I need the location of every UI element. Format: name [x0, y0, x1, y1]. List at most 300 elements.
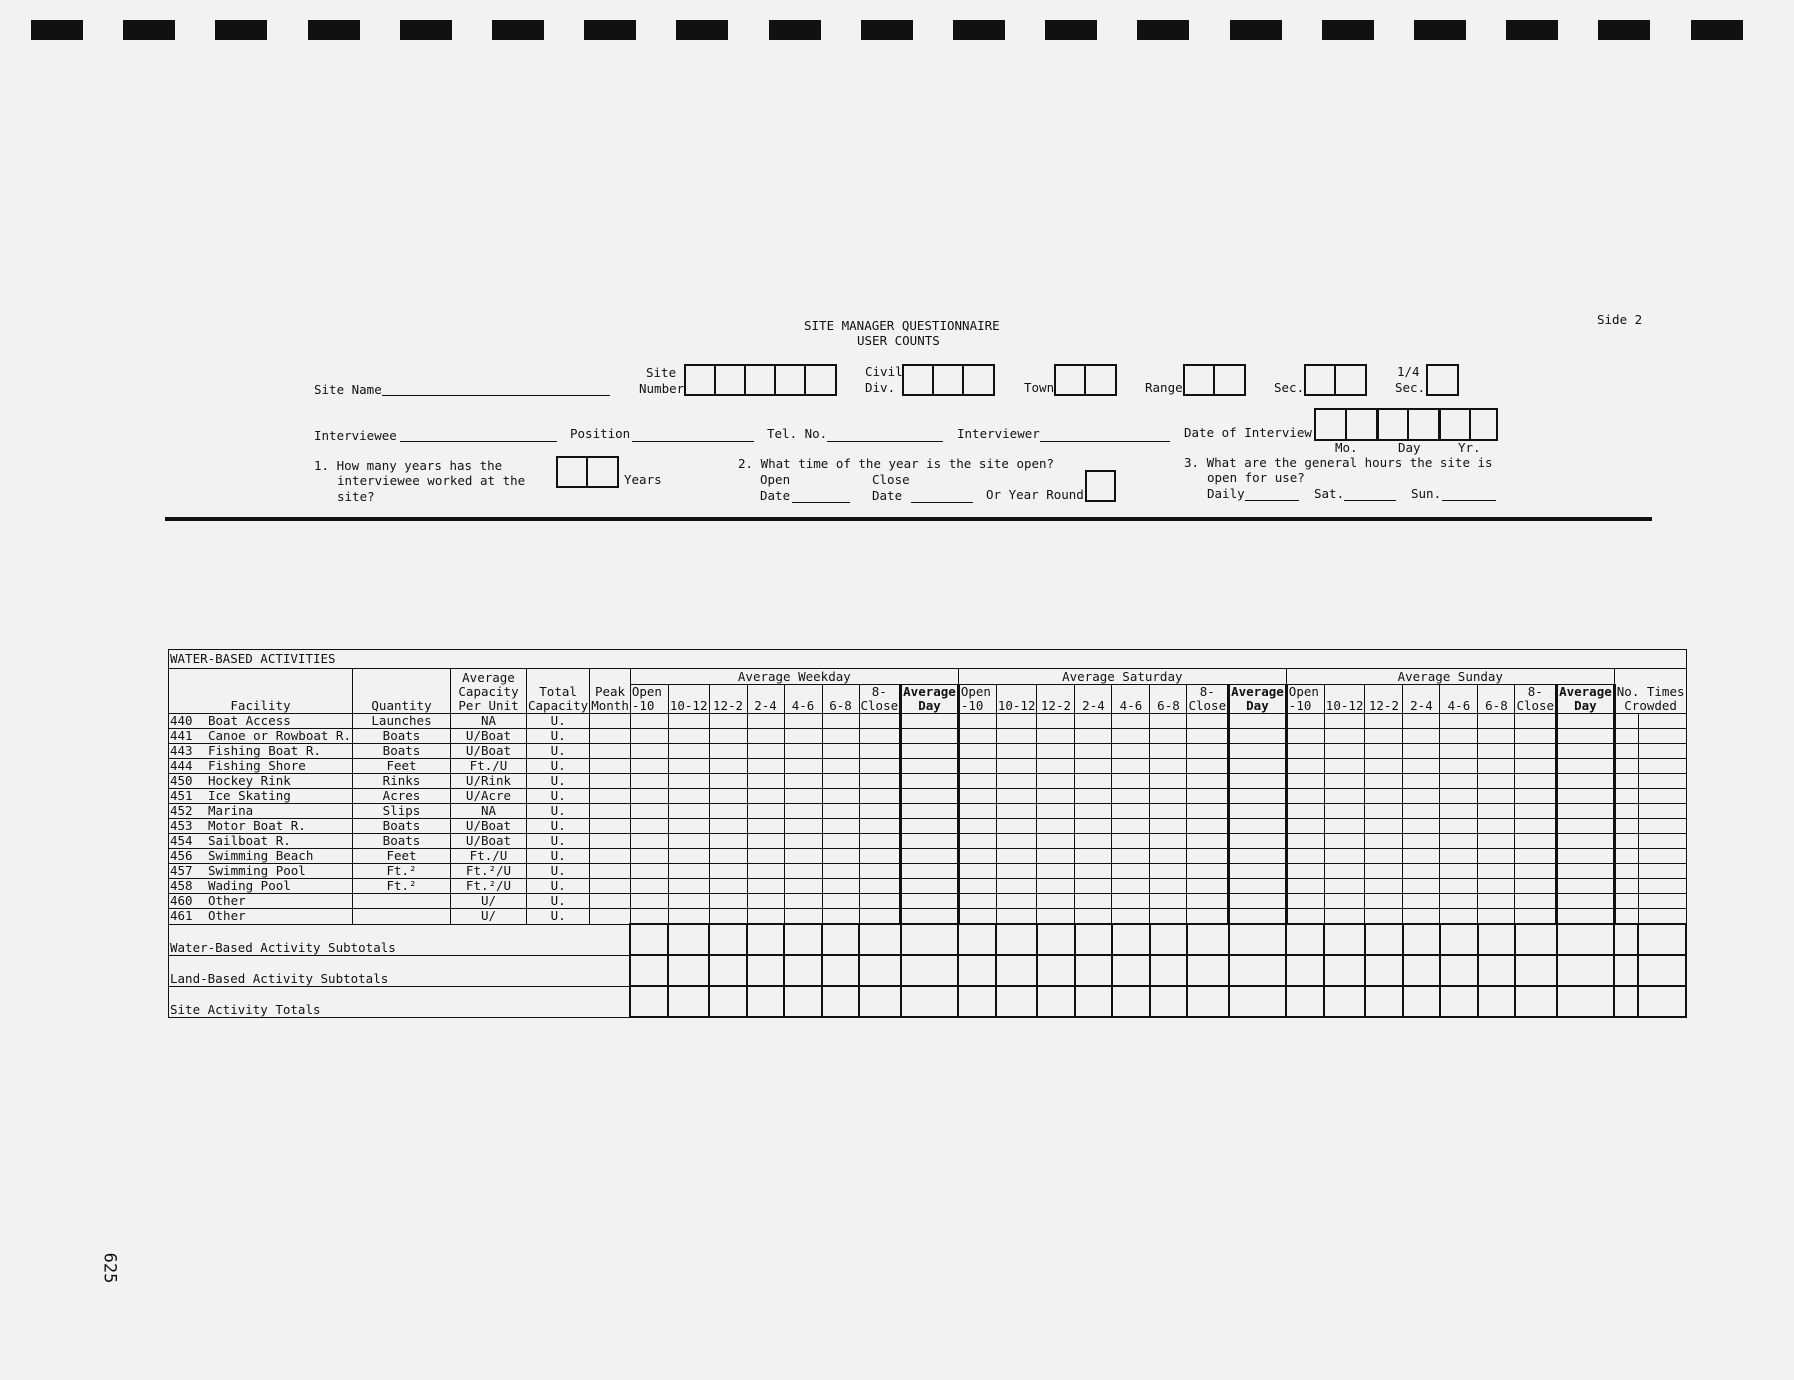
count-cell[interactable]	[958, 834, 996, 849]
town-boxes[interactable]	[1054, 364, 1117, 396]
count-cell[interactable]	[859, 894, 901, 909]
count-cell[interactable]	[996, 909, 1037, 925]
count-cell[interactable]	[1286, 834, 1324, 849]
count-cell[interactable]	[1515, 834, 1557, 849]
count-cell[interactable]	[1403, 789, 1440, 804]
count-cell[interactable]	[747, 879, 784, 894]
peak-month-cell[interactable]	[590, 834, 631, 849]
interviewee-field[interactable]	[400, 441, 557, 442]
count-cell[interactable]	[784, 789, 822, 804]
average-day-cell[interactable]	[1229, 729, 1287, 744]
count-cell[interactable]	[1075, 729, 1112, 744]
count-cell[interactable]	[1515, 849, 1557, 864]
count-cell[interactable]	[958, 804, 996, 819]
tel-no-field[interactable]	[827, 441, 943, 442]
count-cell[interactable]	[1365, 864, 1403, 879]
count-cell[interactable]	[1478, 744, 1515, 759]
count-cell[interactable]	[1614, 789, 1638, 804]
count-cell[interactable]	[859, 714, 901, 729]
average-day-cell[interactable]	[1557, 804, 1615, 819]
count-cell[interactable]	[1403, 759, 1440, 774]
count-cell[interactable]	[1614, 804, 1638, 819]
count-cell[interactable]	[1286, 744, 1324, 759]
peak-month-cell[interactable]	[590, 864, 631, 879]
open-date-field[interactable]	[792, 502, 850, 503]
count-cell[interactable]	[1478, 714, 1515, 729]
count-cell[interactable]	[996, 744, 1037, 759]
count-cell[interactable]	[1440, 834, 1478, 849]
count-cell[interactable]	[1365, 714, 1403, 729]
total-cell[interactable]	[630, 924, 668, 955]
total-cell[interactable]	[1638, 924, 1686, 955]
count-cell[interactable]	[1403, 729, 1440, 744]
count-cell[interactable]	[1286, 759, 1324, 774]
count-cell[interactable]	[1403, 894, 1440, 909]
total-cell[interactable]	[1187, 986, 1229, 1017]
total-cell[interactable]	[1037, 924, 1075, 955]
count-cell[interactable]	[958, 789, 996, 804]
count-cell[interactable]	[1150, 819, 1187, 834]
count-cell[interactable]	[958, 729, 996, 744]
count-cell[interactable]	[1075, 744, 1112, 759]
total-cell[interactable]	[1478, 955, 1515, 986]
count-cell[interactable]	[1037, 819, 1075, 834]
average-day-cell[interactable]	[1557, 909, 1615, 925]
total-cell[interactable]	[1075, 986, 1112, 1017]
count-cell[interactable]	[709, 744, 747, 759]
count-cell[interactable]	[630, 864, 668, 879]
count-cell[interactable]	[747, 819, 784, 834]
quarter-sec-box[interactable]	[1426, 364, 1459, 396]
peak-month-cell[interactable]	[590, 894, 631, 909]
total-cell[interactable]	[668, 955, 709, 986]
count-cell[interactable]	[668, 714, 709, 729]
average-day-cell[interactable]	[1229, 909, 1287, 925]
count-cell[interactable]	[859, 834, 901, 849]
average-day-cell[interactable]	[1557, 744, 1615, 759]
average-day-total-cell[interactable]	[1557, 924, 1615, 955]
count-cell[interactable]	[958, 879, 996, 894]
average-day-cell[interactable]	[1557, 789, 1615, 804]
total-cell[interactable]	[1403, 924, 1440, 955]
count-cell[interactable]	[1403, 804, 1440, 819]
count-cell[interactable]	[1286, 909, 1324, 925]
average-day-cell[interactable]	[1229, 849, 1287, 864]
count-cell[interactable]	[1403, 834, 1440, 849]
count-cell[interactable]	[1075, 759, 1112, 774]
count-cell[interactable]	[1286, 789, 1324, 804]
count-cell[interactable]	[1515, 744, 1557, 759]
count-cell[interactable]	[1037, 909, 1075, 925]
count-cell[interactable]	[630, 879, 668, 894]
count-cell[interactable]	[996, 834, 1037, 849]
count-cell[interactable]	[1324, 849, 1365, 864]
average-day-cell[interactable]	[1229, 774, 1287, 789]
total-cell[interactable]	[1440, 924, 1478, 955]
count-cell[interactable]	[1614, 879, 1638, 894]
total-cell[interactable]	[709, 924, 747, 955]
average-day-cell[interactable]	[901, 894, 959, 909]
count-cell[interactable]	[1324, 909, 1365, 925]
average-day-cell[interactable]	[1557, 879, 1615, 894]
total-cell[interactable]	[1365, 986, 1403, 1017]
count-cell[interactable]	[1440, 909, 1478, 925]
count-cell[interactable]	[996, 864, 1037, 879]
count-cell[interactable]	[996, 714, 1037, 729]
total-cell[interactable]	[1286, 955, 1324, 986]
count-cell[interactable]	[1614, 909, 1638, 925]
total-cell[interactable]	[1478, 986, 1515, 1017]
count-cell[interactable]	[1365, 834, 1403, 849]
count-cell[interactable]	[859, 744, 901, 759]
count-cell[interactable]	[1075, 864, 1112, 879]
total-cell[interactable]	[1286, 986, 1324, 1017]
total-cell[interactable]	[1150, 986, 1187, 1017]
count-cell[interactable]	[1112, 819, 1150, 834]
average-day-total-cell[interactable]	[901, 924, 959, 955]
count-cell[interactable]	[1150, 714, 1187, 729]
count-cell[interactable]	[1638, 714, 1686, 729]
count-cell[interactable]	[784, 864, 822, 879]
average-day-cell[interactable]	[1557, 819, 1615, 834]
count-cell[interactable]	[1478, 729, 1515, 744]
count-cell[interactable]	[709, 894, 747, 909]
count-cell[interactable]	[1037, 849, 1075, 864]
count-cell[interactable]	[1075, 804, 1112, 819]
count-cell[interactable]	[709, 729, 747, 744]
count-cell[interactable]	[1440, 879, 1478, 894]
count-cell[interactable]	[1478, 879, 1515, 894]
peak-month-cell[interactable]	[590, 819, 631, 834]
peak-month-cell[interactable]	[590, 789, 631, 804]
count-cell[interactable]	[668, 894, 709, 909]
count-cell[interactable]	[958, 759, 996, 774]
total-cell[interactable]	[1478, 924, 1515, 955]
peak-month-cell[interactable]	[590, 729, 631, 744]
average-day-cell[interactable]	[901, 909, 959, 925]
average-day-cell[interactable]	[1229, 834, 1287, 849]
count-cell[interactable]	[822, 879, 859, 894]
count-cell[interactable]	[668, 774, 709, 789]
count-cell[interactable]	[822, 774, 859, 789]
count-cell[interactable]	[1478, 804, 1515, 819]
count-cell[interactable]	[1187, 834, 1229, 849]
count-cell[interactable]	[1515, 774, 1557, 789]
average-day-total-cell[interactable]	[901, 955, 959, 986]
count-cell[interactable]	[784, 759, 822, 774]
count-cell[interactable]	[1614, 714, 1638, 729]
count-cell[interactable]	[1478, 849, 1515, 864]
count-cell[interactable]	[1187, 879, 1229, 894]
range-boxes[interactable]	[1183, 364, 1246, 396]
count-cell[interactable]	[1365, 729, 1403, 744]
count-cell[interactable]	[996, 759, 1037, 774]
count-cell[interactable]	[1440, 729, 1478, 744]
count-cell[interactable]	[958, 744, 996, 759]
average-day-total-cell[interactable]	[901, 986, 959, 1017]
total-cell[interactable]	[958, 986, 996, 1017]
count-cell[interactable]	[1150, 774, 1187, 789]
count-cell[interactable]	[1150, 849, 1187, 864]
count-cell[interactable]	[1515, 714, 1557, 729]
count-cell[interactable]	[1638, 849, 1686, 864]
count-cell[interactable]	[859, 864, 901, 879]
count-cell[interactable]	[630, 729, 668, 744]
count-cell[interactable]	[747, 804, 784, 819]
count-cell[interactable]	[859, 909, 901, 925]
count-cell[interactable]	[958, 849, 996, 864]
count-cell[interactable]	[1365, 744, 1403, 759]
count-cell[interactable]	[1037, 774, 1075, 789]
total-cell[interactable]	[859, 924, 901, 955]
count-cell[interactable]	[1112, 759, 1150, 774]
sec-boxes[interactable]	[1304, 364, 1367, 396]
count-cell[interactable]	[1638, 819, 1686, 834]
count-cell[interactable]	[1614, 849, 1638, 864]
count-cell[interactable]	[1324, 759, 1365, 774]
count-cell[interactable]	[1365, 894, 1403, 909]
count-cell[interactable]	[1478, 864, 1515, 879]
count-cell[interactable]	[859, 849, 901, 864]
total-cell[interactable]	[996, 986, 1037, 1017]
total-cell[interactable]	[1638, 955, 1686, 986]
count-cell[interactable]	[1515, 729, 1557, 744]
average-day-cell[interactable]	[1557, 834, 1615, 849]
average-day-cell[interactable]	[901, 774, 959, 789]
count-cell[interactable]	[630, 744, 668, 759]
count-cell[interactable]	[1037, 789, 1075, 804]
count-cell[interactable]	[1187, 909, 1229, 925]
total-cell[interactable]	[1112, 924, 1150, 955]
average-day-cell[interactable]	[1557, 864, 1615, 879]
count-cell[interactable]	[1286, 729, 1324, 744]
peak-month-cell[interactable]	[590, 879, 631, 894]
count-cell[interactable]	[709, 804, 747, 819]
count-cell[interactable]	[747, 714, 784, 729]
count-cell[interactable]	[1638, 744, 1686, 759]
count-cell[interactable]	[709, 909, 747, 925]
count-cell[interactable]	[859, 804, 901, 819]
count-cell[interactable]	[1638, 759, 1686, 774]
count-cell[interactable]	[1286, 879, 1324, 894]
count-cell[interactable]	[1638, 804, 1686, 819]
count-cell[interactable]	[996, 849, 1037, 864]
count-cell[interactable]	[1614, 744, 1638, 759]
count-cell[interactable]	[1037, 879, 1075, 894]
average-day-cell[interactable]	[1557, 774, 1615, 789]
total-cell[interactable]	[709, 955, 747, 986]
count-cell[interactable]	[1037, 729, 1075, 744]
count-cell[interactable]	[1440, 789, 1478, 804]
average-day-cell[interactable]	[1229, 714, 1287, 729]
count-cell[interactable]	[1638, 879, 1686, 894]
total-cell[interactable]	[822, 986, 859, 1017]
count-cell[interactable]	[709, 849, 747, 864]
count-cell[interactable]	[668, 864, 709, 879]
count-cell[interactable]	[958, 864, 996, 879]
average-day-total-cell[interactable]	[1557, 955, 1615, 986]
count-cell[interactable]	[630, 714, 668, 729]
count-cell[interactable]	[1403, 819, 1440, 834]
count-cell[interactable]	[709, 789, 747, 804]
count-cell[interactable]	[859, 759, 901, 774]
average-day-cell[interactable]	[901, 819, 959, 834]
average-day-cell[interactable]	[901, 879, 959, 894]
average-day-cell[interactable]	[901, 849, 959, 864]
count-cell[interactable]	[1403, 849, 1440, 864]
count-cell[interactable]	[784, 714, 822, 729]
count-cell[interactable]	[1440, 744, 1478, 759]
count-cell[interactable]	[1440, 849, 1478, 864]
count-cell[interactable]	[1037, 894, 1075, 909]
average-day-cell[interactable]	[901, 789, 959, 804]
count-cell[interactable]	[1638, 729, 1686, 744]
count-cell[interactable]	[822, 759, 859, 774]
count-cell[interactable]	[1614, 759, 1638, 774]
count-cell[interactable]	[958, 774, 996, 789]
total-cell[interactable]	[1187, 924, 1229, 955]
count-cell[interactable]	[822, 819, 859, 834]
date-of-interview-boxes[interactable]	[1314, 408, 1498, 441]
count-cell[interactable]	[1075, 879, 1112, 894]
count-cell[interactable]	[1324, 864, 1365, 879]
count-cell[interactable]	[1324, 729, 1365, 744]
count-cell[interactable]	[1365, 849, 1403, 864]
average-day-cell[interactable]	[1557, 714, 1615, 729]
average-day-cell[interactable]	[1229, 744, 1287, 759]
count-cell[interactable]	[709, 819, 747, 834]
count-cell[interactable]	[822, 714, 859, 729]
total-cell[interactable]	[1324, 924, 1365, 955]
count-cell[interactable]	[1187, 804, 1229, 819]
total-cell[interactable]	[1440, 986, 1478, 1017]
count-cell[interactable]	[1324, 804, 1365, 819]
count-cell[interactable]	[784, 849, 822, 864]
count-cell[interactable]	[747, 864, 784, 879]
total-cell[interactable]	[1638, 986, 1686, 1017]
civil-div-boxes[interactable]	[902, 364, 995, 396]
count-cell[interactable]	[668, 744, 709, 759]
total-cell[interactable]	[1037, 955, 1075, 986]
count-cell[interactable]	[1515, 804, 1557, 819]
total-cell[interactable]	[1403, 955, 1440, 986]
average-day-cell[interactable]	[1229, 789, 1287, 804]
count-cell[interactable]	[1440, 804, 1478, 819]
count-cell[interactable]	[784, 894, 822, 909]
count-cell[interactable]	[630, 909, 668, 925]
average-day-total-cell[interactable]	[1557, 986, 1615, 1017]
count-cell[interactable]	[1187, 864, 1229, 879]
count-cell[interactable]	[747, 894, 784, 909]
count-cell[interactable]	[1403, 714, 1440, 729]
count-cell[interactable]	[1075, 849, 1112, 864]
total-cell[interactable]	[1324, 955, 1365, 986]
total-cell[interactable]	[668, 924, 709, 955]
count-cell[interactable]	[1286, 774, 1324, 789]
count-cell[interactable]	[747, 909, 784, 925]
count-cell[interactable]	[822, 909, 859, 925]
total-cell[interactable]	[822, 924, 859, 955]
count-cell[interactable]	[1150, 789, 1187, 804]
total-cell[interactable]	[1037, 986, 1075, 1017]
count-cell[interactable]	[1440, 894, 1478, 909]
total-cell[interactable]	[996, 955, 1037, 986]
count-cell[interactable]	[996, 774, 1037, 789]
count-cell[interactable]	[668, 804, 709, 819]
count-cell[interactable]	[747, 759, 784, 774]
count-cell[interactable]	[1150, 744, 1187, 759]
position-field[interactable]	[632, 441, 754, 442]
count-cell[interactable]	[1515, 759, 1557, 774]
count-cell[interactable]	[1075, 909, 1112, 925]
average-day-cell[interactable]	[1557, 894, 1615, 909]
total-cell[interactable]	[1112, 986, 1150, 1017]
count-cell[interactable]	[1037, 714, 1075, 729]
count-cell[interactable]	[822, 789, 859, 804]
average-day-cell[interactable]	[1229, 864, 1287, 879]
count-cell[interactable]	[1478, 819, 1515, 834]
total-cell[interactable]	[668, 986, 709, 1017]
average-day-cell[interactable]	[901, 864, 959, 879]
total-cell[interactable]	[1614, 924, 1638, 955]
count-cell[interactable]	[784, 834, 822, 849]
count-cell[interactable]	[996, 879, 1037, 894]
count-cell[interactable]	[1324, 714, 1365, 729]
average-day-total-cell[interactable]	[1229, 955, 1287, 986]
count-cell[interactable]	[1112, 864, 1150, 879]
count-cell[interactable]	[859, 819, 901, 834]
count-cell[interactable]	[1365, 879, 1403, 894]
count-cell[interactable]	[709, 759, 747, 774]
count-cell[interactable]	[1403, 864, 1440, 879]
count-cell[interactable]	[1112, 894, 1150, 909]
site-name-field[interactable]	[382, 395, 610, 396]
average-day-cell[interactable]	[901, 729, 959, 744]
count-cell[interactable]	[1037, 759, 1075, 774]
count-cell[interactable]	[1478, 834, 1515, 849]
count-cell[interactable]	[822, 894, 859, 909]
total-cell[interactable]	[1075, 955, 1112, 986]
count-cell[interactable]	[668, 789, 709, 804]
count-cell[interactable]	[1324, 819, 1365, 834]
count-cell[interactable]	[1638, 789, 1686, 804]
daily-field[interactable]	[1245, 500, 1299, 501]
count-cell[interactable]	[1365, 774, 1403, 789]
count-cell[interactable]	[958, 714, 996, 729]
count-cell[interactable]	[1150, 759, 1187, 774]
count-cell[interactable]	[1515, 879, 1557, 894]
count-cell[interactable]	[996, 819, 1037, 834]
count-cell[interactable]	[859, 729, 901, 744]
count-cell[interactable]	[1478, 774, 1515, 789]
count-cell[interactable]	[1515, 909, 1557, 925]
count-cell[interactable]	[1075, 774, 1112, 789]
count-cell[interactable]	[1075, 789, 1112, 804]
count-cell[interactable]	[1286, 864, 1324, 879]
count-cell[interactable]	[1638, 834, 1686, 849]
total-cell[interactable]	[1187, 955, 1229, 986]
count-cell[interactable]	[1112, 714, 1150, 729]
total-cell[interactable]	[859, 955, 901, 986]
count-cell[interactable]	[1150, 834, 1187, 849]
count-cell[interactable]	[1440, 864, 1478, 879]
count-cell[interactable]	[1150, 894, 1187, 909]
count-cell[interactable]	[1112, 789, 1150, 804]
count-cell[interactable]	[1614, 819, 1638, 834]
count-cell[interactable]	[1324, 789, 1365, 804]
total-cell[interactable]	[1614, 986, 1638, 1017]
average-day-cell[interactable]	[1557, 759, 1615, 774]
